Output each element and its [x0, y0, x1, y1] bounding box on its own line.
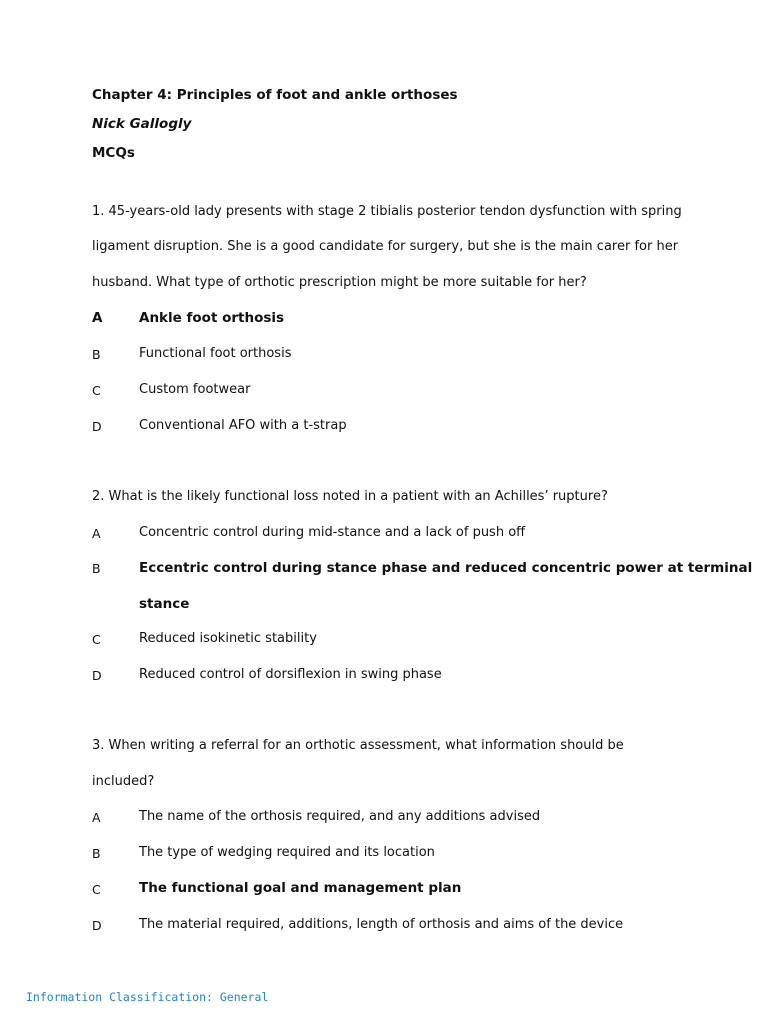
option-text: Concentric control during mid-stance and a lack of push off: [139, 525, 526, 540]
option-letter: C: [92, 882, 101, 897]
option-letter: B: [92, 846, 101, 861]
question-3-line-1: 3. When writing a referral for an orthotic assessment, what information should be: [92, 738, 624, 753]
option-letter: A: [92, 810, 101, 825]
option-text: The name of the orthosis required, and any additions advised: [139, 809, 541, 824]
option-letter: D: [92, 668, 102, 683]
author-name: Nick Gallogly: [92, 116, 192, 132]
option-text: Reduced control of dorsiflexion in swing phase: [139, 667, 442, 682]
option-text: The material required, additions, length of orthosis and aims of the device: [139, 917, 624, 932]
option-text-answer: Eccentric control during stance phase and reduced concentric power at terminal: [139, 560, 753, 576]
question-3-line-2: included?: [92, 774, 155, 789]
option-text: Conventional AFO with a t-strap: [139, 418, 347, 433]
option-text-answer: The functional goal and management plan: [139, 880, 462, 896]
option-text: Custom footwear: [139, 382, 251, 397]
question-1-line-2: ligament disruption. She is a good candidate for surgery, but she is the main carer for her: [92, 239, 679, 254]
option-letter: B: [92, 561, 101, 576]
option-letter: D: [92, 918, 102, 933]
classification-footer: Information Classification: General: [26, 990, 269, 1004]
question-1-line-3: husband. What type of orthotic prescription might be more suitable for her?: [92, 275, 587, 290]
option-letter: C: [92, 632, 101, 647]
option-text: Reduced isokinetic stability: [139, 631, 317, 646]
question-1-line-1: 1. 45-years-old lady presents with stage 2 tibialis posterior tendon dysfunction with spring: [92, 204, 682, 219]
option-text: Functional foot orthosis: [139, 346, 292, 361]
option-letter: B: [92, 347, 101, 362]
option-letter: C: [92, 383, 101, 398]
option-letter: A: [92, 526, 101, 541]
option-letter: A: [92, 310, 103, 326]
option-text: The type of wedging required and its location: [139, 845, 435, 860]
section-heading: MCQs: [92, 145, 135, 161]
question-2-line-1: 2. What is the likely functional loss noted in a patient with an Achilles’ rupture?: [92, 489, 608, 504]
chapter-title: Chapter 4: Principles of foot and ankle orthoses: [92, 87, 458, 103]
option-text-answer: Ankle foot orthosis: [139, 310, 285, 326]
option-letter: D: [92, 419, 102, 434]
option-text-answer-continued: stance: [139, 596, 190, 612]
